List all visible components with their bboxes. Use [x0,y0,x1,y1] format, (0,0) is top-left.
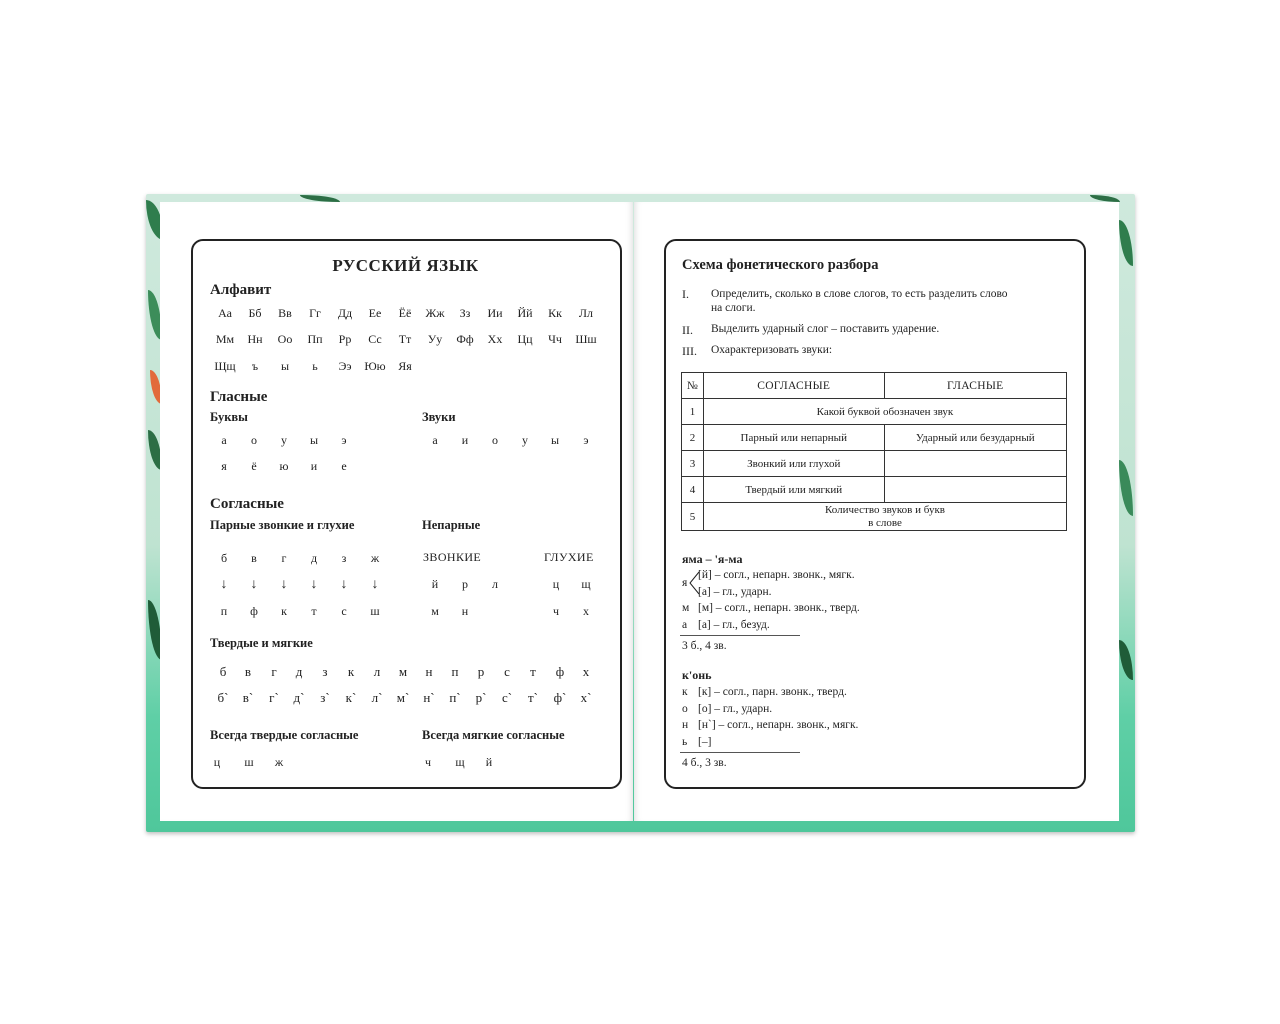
paired-voiced: в [251,551,257,565]
paired-voiceless: ф [250,604,258,618]
hard-consonant: д [295,664,303,679]
alphabet-letter: Рр [338,332,352,346]
example-line: [к] – согл., парн. звонк., тверд. [698,686,847,698]
voiceless-label: ГЛУХИЕ [544,550,594,564]
alphabet-letter: Цц [517,332,533,346]
table-cell-line: Количество звуков и букв [824,503,945,516]
example-summary: 4 б., 3 зв. [682,757,727,769]
example-letter: ь [682,736,688,748]
soft-consonant: м` [396,690,410,705]
alphabet-letter: Яя [398,359,412,373]
vowel-letter: а [221,433,227,447]
unpaired-voiced: й [431,577,439,591]
alphabet-letter: Нн [247,332,263,346]
example-letter: я [682,577,688,589]
soft-consonant: п` [449,690,461,705]
vowel-sound: ы [550,433,560,447]
hard-consonant: л [373,664,381,679]
unpaired-voiced: л [492,577,498,591]
example-summary: 3 б., 4 зв. [682,640,727,652]
vowel-sound: а [432,433,438,447]
hard-consonant: н [425,664,433,679]
alphabet-letter: Щщ [214,359,236,373]
alphabet-letter: Вв [278,306,292,320]
arrow-down-icon: ↓ [371,577,379,592]
step-text: Выделить ударный слог – поставить ударение. [711,323,940,335]
alphabet-letter: Оо [277,332,293,346]
soft-consonant: к` [345,690,357,705]
example-letter: о [682,703,688,715]
table-cell: Какой буквой обозначен звук [703,399,1066,425]
alphabet-letter: Фф [456,332,474,346]
paired-voiceless: с [341,604,347,618]
arrow-down-icon: ↓ [340,577,348,592]
table-cell: Твердый или мягкий [703,477,884,503]
always-hard-letter: ж [274,755,284,769]
unpaired-label: Непарные [422,518,481,532]
alphabet-letter: Ёё [398,306,412,320]
divider [680,752,800,753]
step-text-cont: на слоги. [711,302,756,314]
alphabet-letter: ь [312,359,318,373]
alphabet-letter: ы [280,359,290,373]
alphabet-letter: Юю [364,359,386,373]
alphabet-letter: Лл [578,306,594,320]
soft-consonant: ф` [553,690,567,705]
alphabet-letter: Чч [548,332,562,346]
row-number: 1 [682,399,704,425]
table-cell: Парный или непарный [703,425,884,451]
hard-consonant: т [530,664,536,679]
table-cell: Ударный или безударный [884,425,1066,451]
alphabet-letter: Ээ [338,359,352,373]
vowel-letter: о [251,433,257,447]
hard-consonant: ф [555,664,565,679]
vowel-letter: ы [309,433,319,447]
soft-consonant: т` [527,690,538,705]
column-header-vowels: ГЛАСНЫЕ [884,373,1066,399]
unpaired-voiced: м [431,604,439,618]
hard-consonant: с [504,664,510,679]
alphabet-letter: Аа [218,306,232,320]
hard-consonant: к [347,664,355,679]
alphabet-heading: Алфавит [210,282,272,298]
alphabet-letter: Дд [337,306,353,320]
unpaired-voiceless: щ [581,577,591,591]
alphabet-letter: Мм [215,332,235,346]
example-letter: а [682,619,688,631]
paired-voiceless: ш [370,604,380,618]
always-soft-letter: й [485,755,493,769]
hard-consonant: р [477,664,485,679]
row-number: 5 [682,503,704,531]
table-cell [703,503,1066,531]
alphabet-letter: Зз [459,306,471,320]
soft-consonant: б` [217,690,229,705]
alphabet-letter: Ии [487,306,503,320]
paired-voiceless: к [281,604,287,618]
alphabet-letter: ъ [251,359,259,373]
voiced-label: ЗВОНКИЕ [423,550,482,564]
paired-voiced: з [341,551,347,565]
vowel-sound: о [492,433,498,447]
alphabet-letter: Кк [548,306,562,320]
paired-voiced: б [220,551,228,565]
soft-consonant: х` [580,690,592,705]
always-hard-label: Всегда твердые согласные [210,728,359,742]
column-header-consonants: СОГЛАСНЫЕ [703,373,884,399]
table-row [682,425,1067,451]
hard-consonant: х [582,664,590,679]
alphabet-letter: Жж [425,306,445,320]
example-letter: н [682,719,689,731]
example-letter: м [682,602,690,614]
vowel-letter: е [341,459,347,473]
soft-consonant: г` [269,690,279,705]
paired-voiceless: т [311,604,317,618]
paired-label: Парные звонкие и глухие [210,518,355,532]
hard-consonant: г [271,664,277,679]
arrow-down-icon: ↓ [220,577,228,592]
column-header-number: № [682,373,704,399]
consonants-heading: Согласные [210,496,284,512]
alphabet-letter: Тт [398,332,412,346]
paired-voiced: г [281,551,287,565]
unpaired-voiceless: ц [552,577,560,591]
example-line: [а] – гл., ударн. [698,586,772,598]
step-text: Определить, сколько в слове слогов, то есть разделить слово [711,288,1008,300]
always-soft-label: Всегда мягкие согласные [422,728,565,742]
hard-consonant: б [219,664,227,679]
table-row [682,399,1067,425]
arrow-down-icon: ↓ [250,577,258,592]
unpaired-voiceless: х [583,604,589,618]
russian-language-card [191,239,622,789]
example-line: [о] – гл., ударн. [698,703,773,715]
phonetic-title: Схема фонетического разбора [682,257,879,273]
example-line: [а] – гл., безуд. [698,619,770,631]
soft-consonant: с` [501,690,513,705]
table-cell: Звонкий или глухой [703,451,884,477]
soft-consonant: р` [475,690,487,705]
hard-consonant: п [451,664,459,679]
vowel-letter: и [310,459,318,473]
alphabet-letter: Гг [309,306,321,320]
vowels-heading: Гласные [210,389,268,405]
hard-soft-label: Твердые и мягкие [210,636,313,650]
table-cell-line: в слове [868,516,902,529]
soft-consonant: з` [320,690,330,705]
row-number: 4 [682,477,704,503]
example-word: яма – 'я-ма [682,552,743,566]
unpaired-voiced: р [462,577,468,591]
always-hard-letter: ш [244,755,254,769]
soft-consonant: н` [423,690,435,705]
table-row [682,477,1067,503]
hard-consonant: з [322,664,328,679]
vowel-letter: у [281,433,287,447]
paired-voiceless: п [220,604,228,618]
paired-voiced: ж [370,551,380,565]
vowel-letter: ю [279,459,289,473]
hard-consonant: м [398,664,408,679]
sounds-label: Звуки [422,410,456,424]
alphabet-letter: Бб [248,306,262,320]
example-line: [н`] – согл., непарн. звонк., мягк. [698,719,859,731]
vowel-letter: э [341,433,347,447]
hard-consonant: в [244,664,252,679]
table-header-row [682,373,1067,399]
example-line: [м] – согл., непарн. звонк., тверд. [698,602,860,614]
table-row [682,451,1067,477]
alphabet-letter: Сс [368,332,382,346]
soft-consonant: д` [293,690,305,705]
soft-consonant: в` [242,690,254,705]
vowel-letter: ё [251,459,257,473]
divider [680,635,800,636]
unpaired-voiceless: ч [552,604,560,618]
vowel-sound: у [522,433,528,447]
always-soft-letter: щ [455,755,465,769]
alphabet-letter: Пп [307,332,323,346]
row-number: 2 [682,425,704,451]
example-letter: к [682,686,688,698]
vowel-letter: я [221,459,227,473]
alphabet-letter: Йй [517,306,533,320]
step-number: II. [682,323,693,337]
step-number: I. [682,287,689,301]
always-soft-letter: ч [424,755,432,769]
row-number: 3 [682,451,704,477]
table-cell [884,451,1066,477]
example-line: [–] [698,736,712,748]
arrow-down-icon: ↓ [280,577,288,592]
example-line: [й] – согл., непарн. звонк., мягк. [698,569,855,581]
soft-consonant: л` [371,690,383,705]
alphabet-letter: Хх [487,332,503,346]
vowel-sound: э [583,433,589,447]
letters-label: Буквы [210,410,248,424]
alphabet-letter: Уу [427,332,443,346]
page-title: РУССКИЙ ЯЗЫК [332,256,479,275]
vowel-sound: и [461,433,469,447]
step-number: III. [682,344,697,358]
example-word: к'онь [682,668,712,682]
unpaired-voiced: н [461,604,469,618]
table-cell [884,477,1066,503]
alphabet-letter: Ее [368,306,382,320]
paired-voiced: д [310,551,318,565]
arrow-down-icon: ↓ [310,577,318,592]
step-text: Охарактеризовать звуки: [711,344,833,356]
phonetic-table [681,372,1067,531]
alphabet-letter: Шш [575,332,597,346]
table-row [682,503,1067,531]
always-hard-letter: ц [213,755,221,769]
